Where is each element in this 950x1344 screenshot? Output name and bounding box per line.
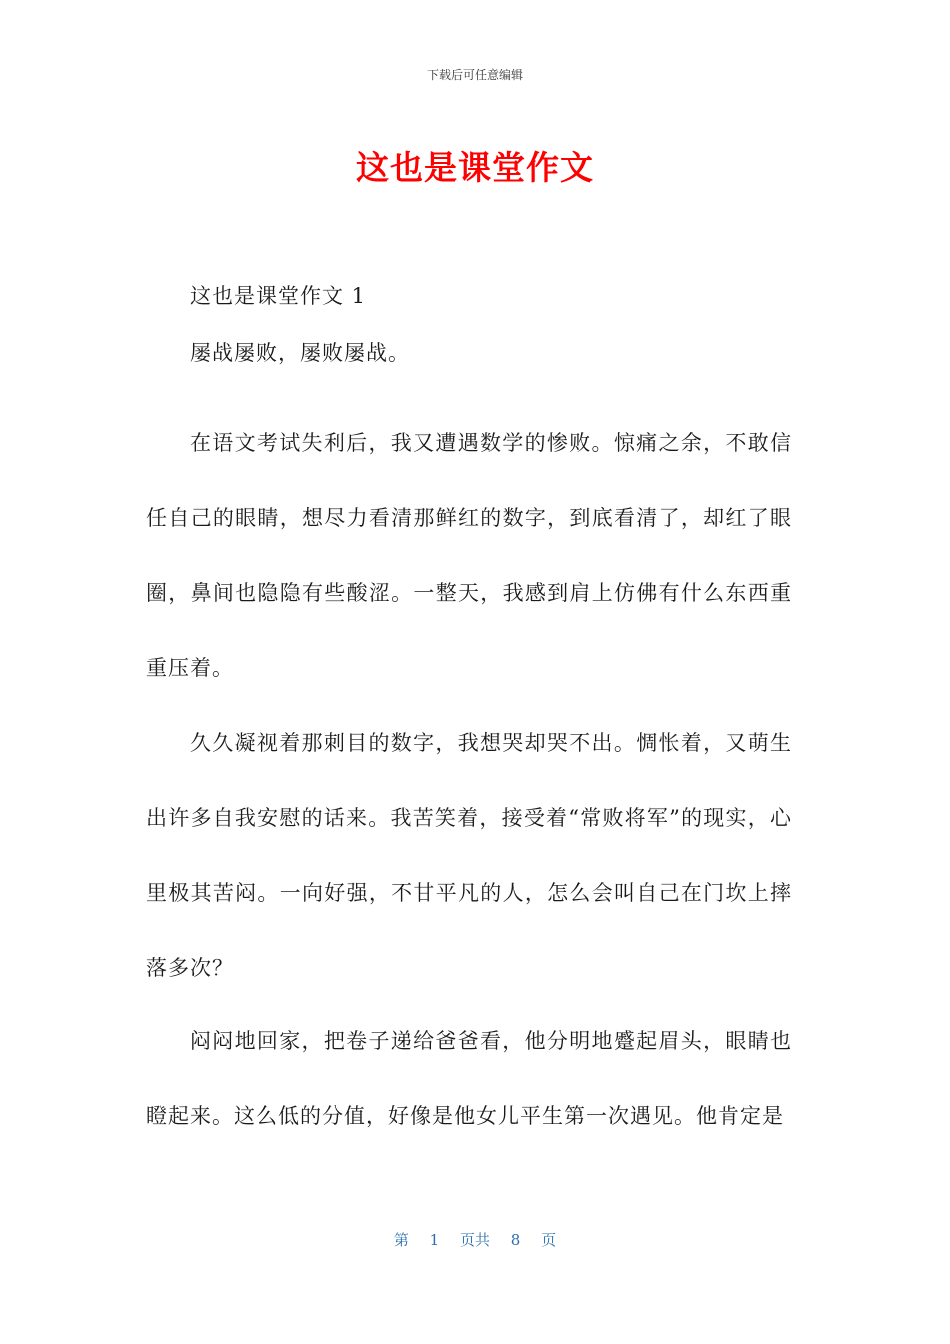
footer-current-page: 1 xyxy=(429,1231,440,1249)
footer-page-prefix: 第 xyxy=(393,1231,409,1249)
footer-total-pages: 8 xyxy=(510,1231,521,1249)
paragraph-4: 闷闷地回家，把卷子递给爸爸看，他分明地蹙起眉头，眼睛也瞪起来。这么低的分值，好像是他女儿平生第一次遇见。他肯定是 xyxy=(146,1029,792,1128)
footer-page-middle: 页共 xyxy=(459,1231,490,1249)
document-title: 这也是课堂作文 xyxy=(356,148,594,187)
paragraph-2: 在语文考试失利后，我又遭遇数学的惨败。惊痛之余，不敢信任自己的眼睛，想尽力看清那鲜红的数字，到底看清了，却红了眼圈，鼻间也隐隐有些酸涩。一整天，我感到肩上仿佛有什么东西重重压着。 xyxy=(146,431,792,680)
paragraph-3: 久久凝视着那刺目的数字，我想哭却哭不出。惆怅着，又萌生出许多自我安慰的话来。我苦笑着，接受着“常败将军”的现实，心里极其苦闷。一向好强，不甘平凡的人，怎么会叫自己在门坎上摔落多次？ xyxy=(146,731,792,980)
paragraph-1: 屡战屡败，屡败屡战。 xyxy=(190,341,410,365)
footer-page-suffix: 页 xyxy=(541,1231,557,1249)
header-note: 下载后可任意编辑 xyxy=(426,68,523,82)
page-footer xyxy=(0,1229,950,1250)
section-heading: 这也是课堂作文 1 xyxy=(190,284,367,308)
